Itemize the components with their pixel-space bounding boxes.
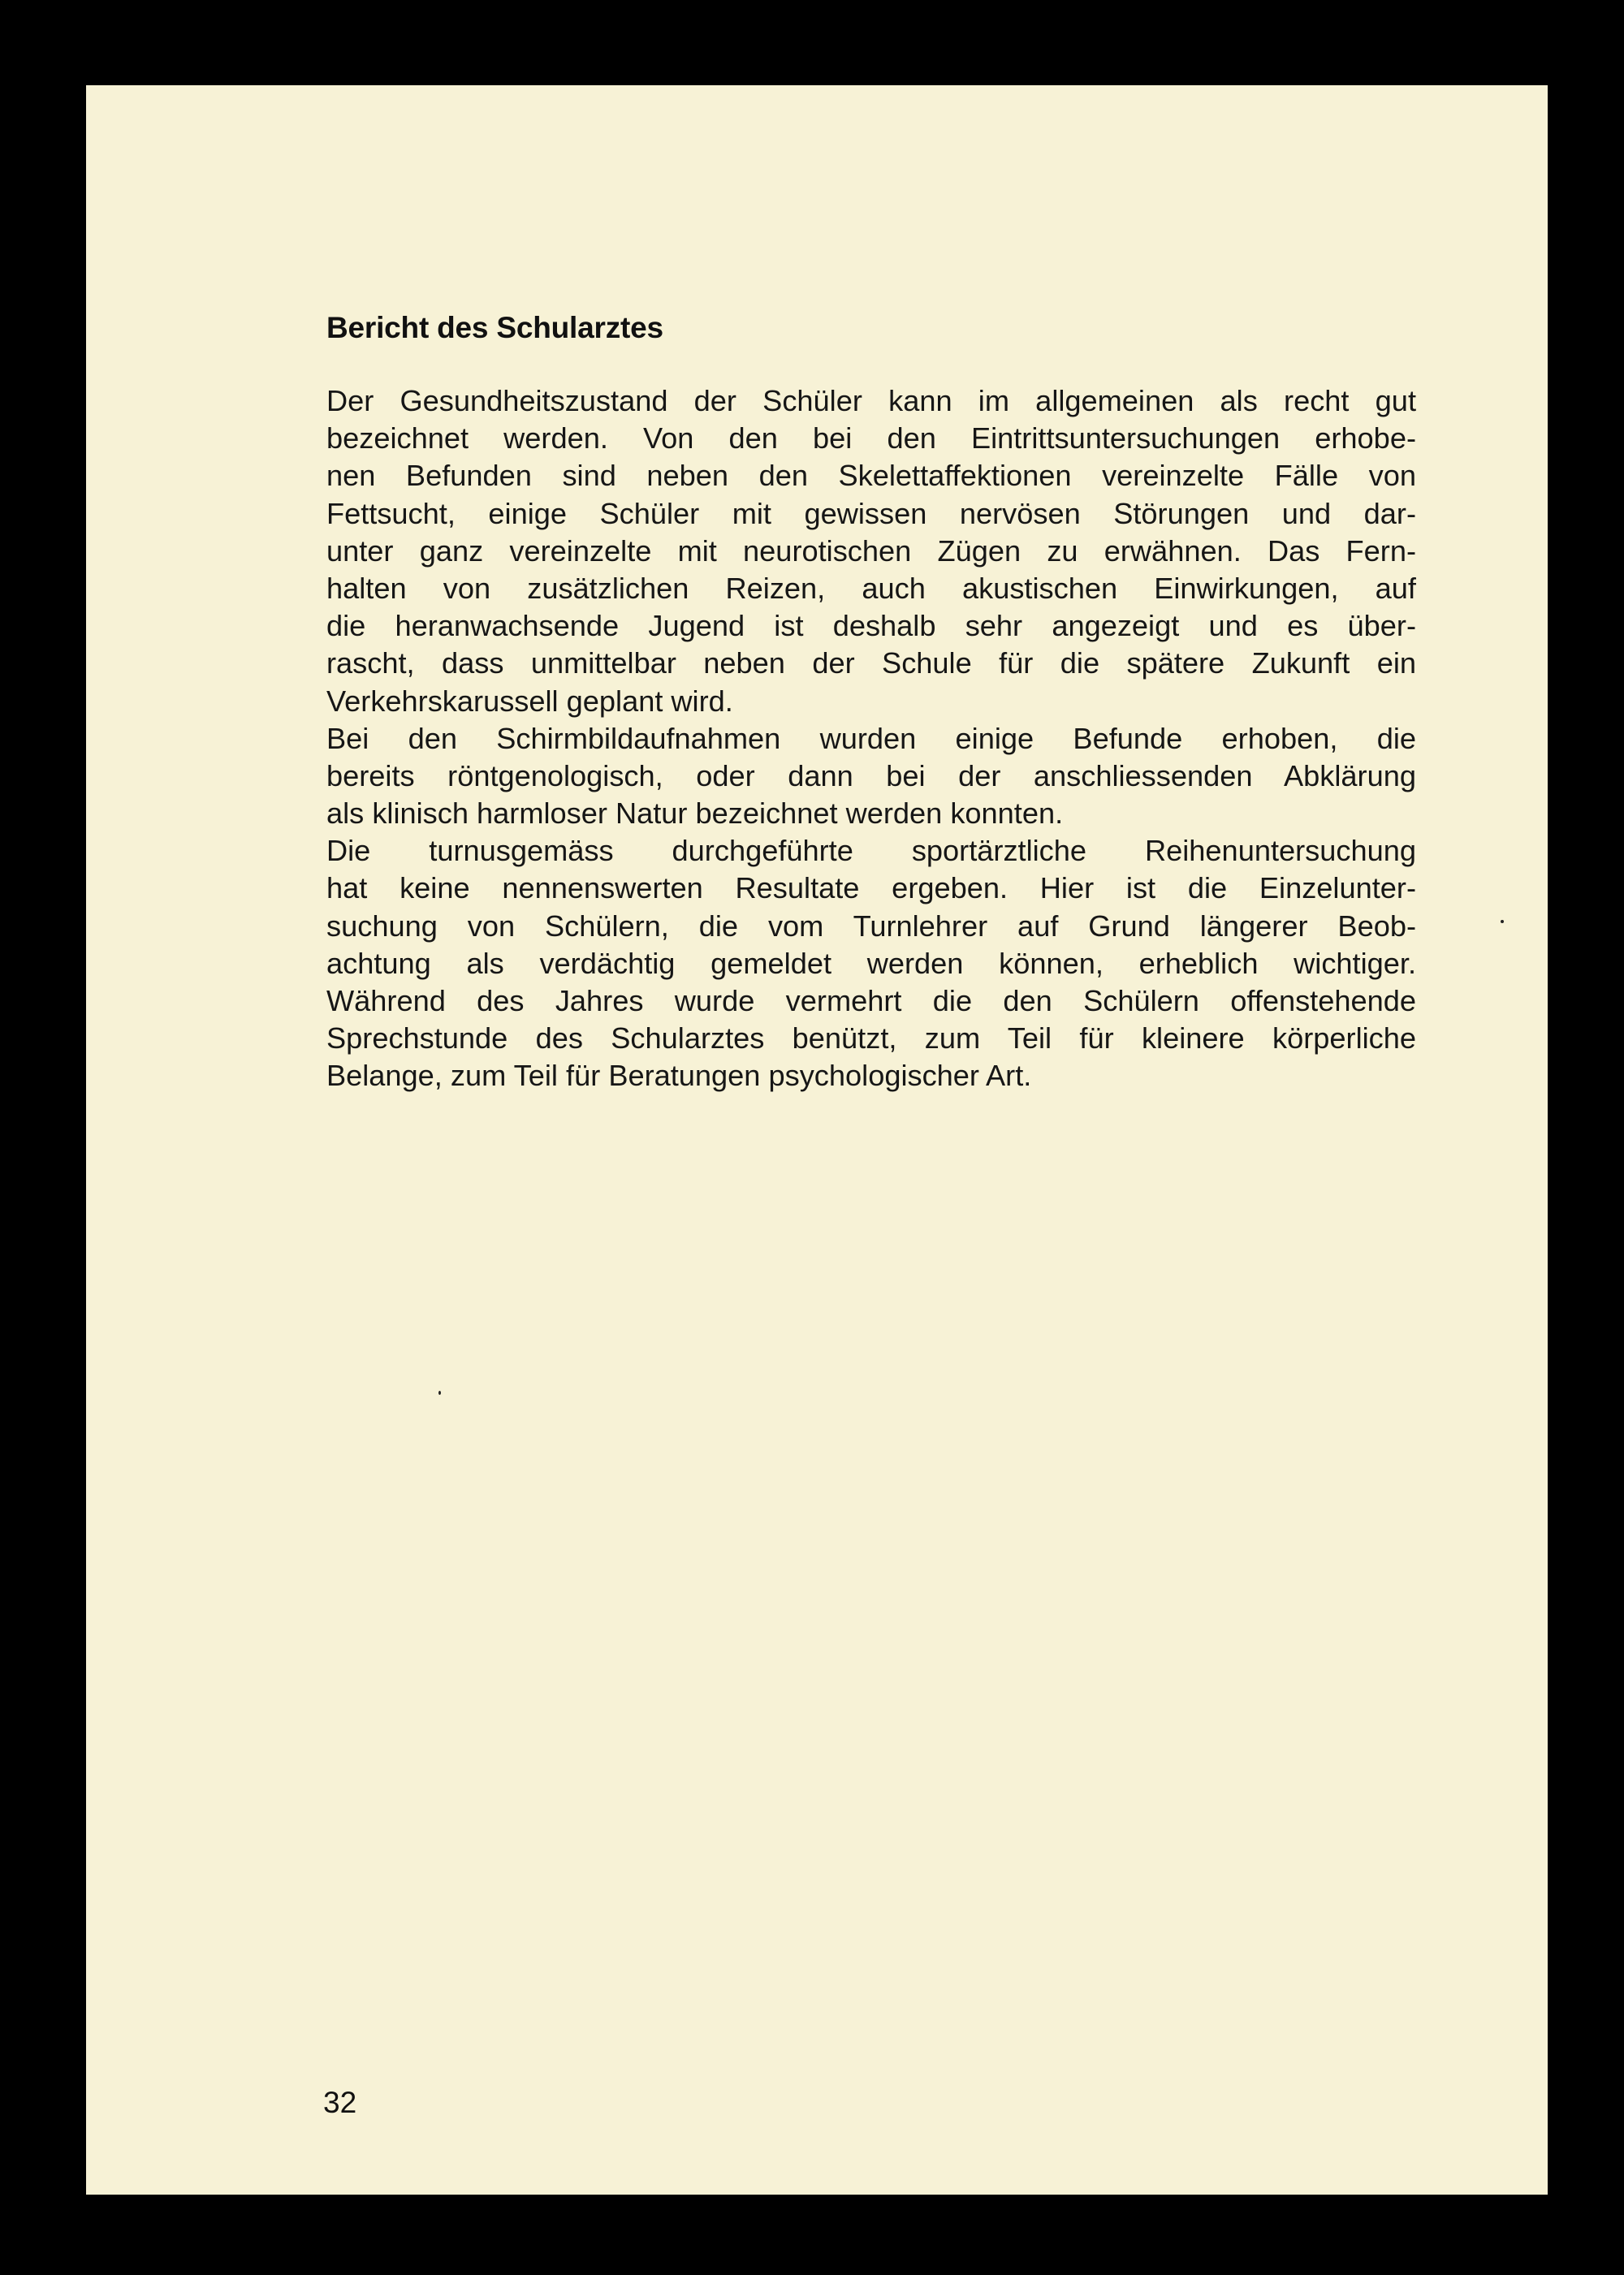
page-number: 32: [323, 2086, 357, 2119]
speck-mark: [438, 1391, 441, 1395]
text-line: Während des Jahres wurde vermehrt die den Schülern offenstehende: [326, 984, 1416, 1017]
text-line: Bei den Schirmbildaufnahmen wurden einige Befunde erhoben, die: [326, 721, 1416, 755]
text-line: bezeichnet werden. Von den bei den Eintrittsuntersuchungen erhobe-: [326, 421, 1416, 455]
document-page: [86, 85, 1548, 2195]
text-line: Der Gesundheitszustand der Schüler kann im allgemeinen als recht gut: [326, 384, 1416, 417]
text-line: die heranwachsende Jugend ist deshalb sehr angezeigt und es über-: [326, 609, 1416, 643]
text-line: Belange, zum Teil für Beratungen psychologischer Art.: [326, 1059, 1032, 1093]
text-line: unter ganz vereinzelte mit neurotischen Zügen zu erwähnen. Das Fern-: [326, 533, 1416, 568]
text-line: achtung als verdächtig gemeldet werden können, erheblich wichtiger.: [326, 946, 1416, 980]
text-line: nen Befunden sind neben den Skelettaffektionen vereinzelte Fälle von: [326, 459, 1416, 493]
text-line: Die turnusgemäss durchgeführte sportärztliche Reihenuntersuchung: [326, 834, 1416, 868]
text-line: suchung von Schülern, die vom Turnlehrer auf Grund längerer Beob-: [326, 909, 1416, 943]
text-line: Sprechstunde des Schularztes benützt, zum Teil für kleinere körperliche: [326, 1021, 1416, 1055]
text-line: als klinisch harmloser Natur bezeichnet werden konnten.: [326, 796, 1064, 831]
text-line: bereits röntgenologisch, oder dann bei der anschliessenden Abklärung: [326, 758, 1416, 792]
text-line: halten von zusätzlichen Reizen, auch akustischen Einwirkungen, auf: [326, 571, 1416, 605]
text-line: Verkehrskarussell geplant wird.: [326, 684, 733, 718]
text-line: Fettsucht, einige Schüler mit gewissen nervösen Störungen und dar-: [326, 496, 1416, 530]
body-text: [326, 382, 1416, 1095]
text-line: rascht, dass unmittelbar neben der Schule für die spätere Zukunft ein: [326, 646, 1416, 680]
page-heading: Bericht des Schularztes: [326, 311, 663, 344]
text-line: hat keine nennenswerten Resultate ergeben. Hier ist die Einzelunter-: [326, 871, 1416, 905]
speck-mark: [1501, 920, 1504, 923]
